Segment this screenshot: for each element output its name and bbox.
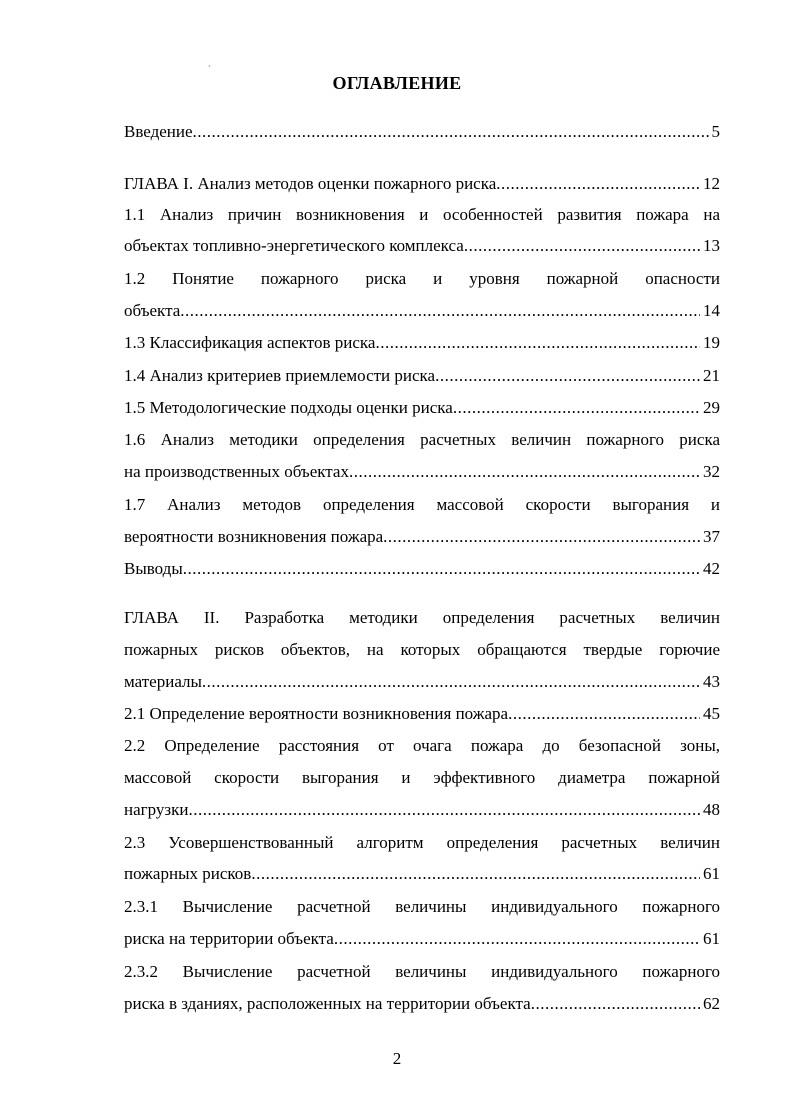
toc-entry-1-5[interactable]	[124, 397, 720, 419]
toc-entry-text: пожарных рисков	[124, 864, 252, 883]
toc-page-number: 21	[703, 366, 720, 385]
toc-entry-1-4[interactable]	[124, 365, 720, 387]
toc-entry-1-2-line1[interactable]: 1.2 Понятие пожарного риска и уровня пожарной опасности	[124, 269, 720, 288]
toc-page-number: 5	[711, 122, 720, 141]
toc-page-number: 13	[703, 236, 720, 255]
toc-entry-chapter-2-line2[interactable]: пожарных рисков объектов, на которых обращаются твердые горючие	[124, 640, 720, 659]
scan-speck: ´	[208, 64, 211, 74]
toc-page-number: 62	[703, 994, 720, 1013]
toc-page-number: 19	[703, 333, 720, 352]
toc-entry-conclusions[interactable]	[124, 558, 720, 580]
toc-entry-text: риска на территории объекта	[124, 929, 334, 948]
leader-dots	[334, 928, 700, 950]
toc-entry-2-3-line1[interactable]: 2.3 Усовершенствованный алгоритм определения расчетных величин	[124, 833, 720, 852]
toc-page-number: 61	[703, 864, 720, 883]
toc-entry-2-3-2-line2[interactable]	[124, 993, 720, 1015]
toc-entry-1-1-line1[interactable]: 1.1 Анализ причин возникновения и особенностей развития пожара на	[124, 205, 720, 224]
leader-dots	[251, 863, 700, 885]
toc-entry-text: материалы	[124, 672, 202, 691]
toc-page-number: 14	[703, 301, 720, 320]
toc-entry-2-3-1-line1[interactable]: 2.3.1 Вычисление расчетной величины индивидуального пожарного	[124, 897, 720, 916]
toc-page-number: 45	[703, 704, 720, 723]
toc-entry-text: на производственных объектах	[124, 462, 349, 481]
toc-entry-1-1-line2[interactable]	[124, 235, 720, 257]
toc-page-number: 29	[703, 398, 720, 417]
toc-entry-chapter-2-line1[interactable]: ГЛАВА II. Разработка методики определения расчетных величин	[124, 608, 720, 627]
toc-entry-text: 1.3 Классификация аспектов риска	[124, 333, 376, 352]
toc-entry-text: нагрузки	[124, 800, 189, 819]
toc-page-number: 12	[703, 174, 720, 193]
toc-entry-2-1[interactable]	[124, 703, 720, 725]
toc-page-number: 42	[703, 559, 720, 578]
leader-dots	[180, 300, 700, 322]
toc-entry-text: 1.4 Анализ критериев приемлемости риска	[124, 366, 436, 385]
toc-entry-chapter-2-line3[interactable]	[124, 671, 720, 693]
toc-entry-1-2-line2[interactable]	[124, 300, 720, 322]
toc-entry-text: Введение	[124, 122, 193, 141]
toc-entry-1-7-line1[interactable]: 1.7 Анализ методов определения массовой скорости выгорания и	[124, 495, 720, 514]
toc-entry-text: объекта	[124, 301, 181, 320]
leader-dots	[383, 526, 700, 548]
page-number: 2	[392, 1049, 402, 1068]
toc-entry-2-3-1-line2[interactable]	[124, 928, 720, 950]
toc-entry-text: ГЛАВА I. Анализ методов оценки пожарного риска	[124, 174, 497, 193]
toc-entry-2-2-line1[interactable]: 2.2 Определение расстояния от очага пожара до безопасной зоны,	[124, 736, 720, 755]
toc-entry-1-3[interactable]	[124, 332, 720, 354]
toc-entry-chapter-1[interactable]	[124, 173, 720, 195]
toc-entry-text: Выводы	[124, 559, 183, 578]
toc-entry-2-3-2-line1[interactable]: 2.3.2 Вычисление расчетной величины индивидуального пожарного	[124, 962, 720, 981]
toc-entry-1-7-line2[interactable]	[124, 526, 720, 548]
toc-entry-text: 1.5 Методологические подходы оценки риска	[124, 398, 453, 417]
page-title: ОГЛАВЛЕНИЕ	[332, 73, 462, 93]
leader-dots	[202, 671, 700, 693]
toc-entry-2-2-line2[interactable]: массовой скорости выгорания и эффективного диаметра пожарной	[124, 768, 720, 787]
leader-dots	[188, 799, 700, 821]
toc-page-number: 37	[703, 527, 720, 546]
leader-dots	[531, 993, 700, 1015]
toc-page-number: 61	[703, 929, 720, 948]
leader-dots	[183, 558, 700, 580]
toc-entry-2-3-line2[interactable]	[124, 863, 720, 885]
toc-page-number: 32	[703, 462, 720, 481]
leader-dots	[435, 365, 700, 387]
toc-entry-text: риска в зданиях, расположенных на территории объекта	[124, 994, 531, 1013]
toc-entry-1-6-line1[interactable]: 1.6 Анализ методики определения расчетных величин пожарного риска	[124, 430, 720, 449]
toc-entry-intro[interactable]	[124, 121, 720, 143]
leader-dots	[453, 397, 700, 419]
toc-entry-text: 2.1 Определение вероятности возникновения пожара	[124, 704, 509, 723]
leader-dots	[375, 332, 700, 354]
toc-page-number: 43	[703, 672, 720, 691]
toc-entry-text: вероятности возникновения пожара	[124, 527, 384, 546]
toc-entry-text: объектах топливно-энергетического комплекса	[124, 236, 464, 255]
toc-entry-2-2-line3[interactable]	[124, 799, 720, 821]
leader-dots	[496, 173, 700, 195]
toc-page-number: 48	[703, 800, 720, 819]
leader-dots	[193, 121, 709, 143]
leader-dots	[349, 461, 700, 483]
leader-dots	[464, 235, 700, 257]
leader-dots	[508, 703, 700, 725]
toc-entry-1-6-line2[interactable]	[124, 461, 720, 483]
